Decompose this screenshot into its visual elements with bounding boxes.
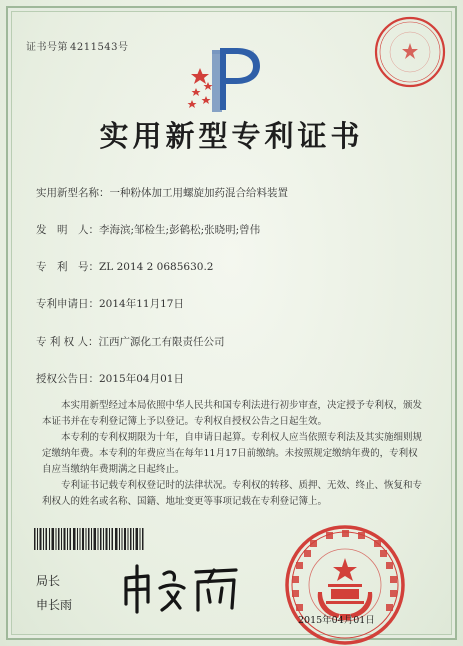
director-title: 局长 [36, 574, 61, 588]
certificate-number-label: 证书号第 [26, 42, 68, 53]
barcode [34, 528, 144, 550]
field-value: 一种粉体加工用螺旋加药混合给料装置 [109, 187, 288, 199]
certificate-title: 实用新型专利证书 [99, 119, 364, 153]
field-value: ZL 2014 2 0685630.2 [99, 261, 214, 273]
field-label: 专 利 权 人： [36, 336, 99, 348]
certificate-number-value: 4211543号 [70, 42, 129, 53]
field-utility-model-name [36, 185, 288, 200]
field-grant-date [36, 371, 184, 386]
field-value: 李海滨;邹检生;彭鹤松;张晓明;曾伟 [99, 224, 261, 236]
field-label: 专 利 号： [36, 261, 99, 273]
printer-seal [372, 14, 448, 90]
certificate-body [42, 398, 427, 510]
field-application-date [36, 296, 184, 311]
field-value: 江西广源化工有限责任公司 [98, 336, 225, 348]
field-value: 2014年11月17日 [99, 298, 184, 310]
body-paragraph-1: 本实用新型经过本局依照中华人民共和国专利法进行初步审查，决定授予专利权，颁发本证书并在专利登记簿上予以登记。专利权自授权公告之日起生效。 [42, 400, 423, 427]
certificate-number [26, 38, 129, 53]
handwritten-signature [118, 558, 242, 618]
national-ip-office-seal [282, 522, 408, 646]
field-patentee [36, 334, 225, 349]
field-patent-number [36, 259, 213, 274]
field-label: 发 明 人： [36, 224, 99, 236]
field-label: 授权公告日： [36, 373, 99, 385]
body-paragraph-3: 专利证书记载专利权登记时的法律状况。专利权的转移、质押、无效、终止、恢复和专利权人的姓名或名称、国籍、地址变更等事项记载在专利登记簿上。 [42, 480, 423, 507]
field-label: 实用新型名称： [36, 187, 110, 199]
field-label: 专利申请日： [36, 298, 99, 310]
field-value: 2015年04月01日 [99, 373, 184, 385]
seal-date: 2015年04月01日 [298, 615, 375, 626]
director-name: 申长雨 [36, 598, 73, 612]
body-paragraph-2: 本专利的专利权期限为十年，自申请日起算。专利权人应当依照专利法及其实施细则规定缴纳年费。本专利的年费应当在每年11月17日前缴纳。未按照规定缴纳年费的，专利权自应当缴纳年费期满之日起终止。 [42, 432, 423, 475]
field-inventors [36, 222, 260, 237]
patent-office-logo [182, 38, 272, 118]
